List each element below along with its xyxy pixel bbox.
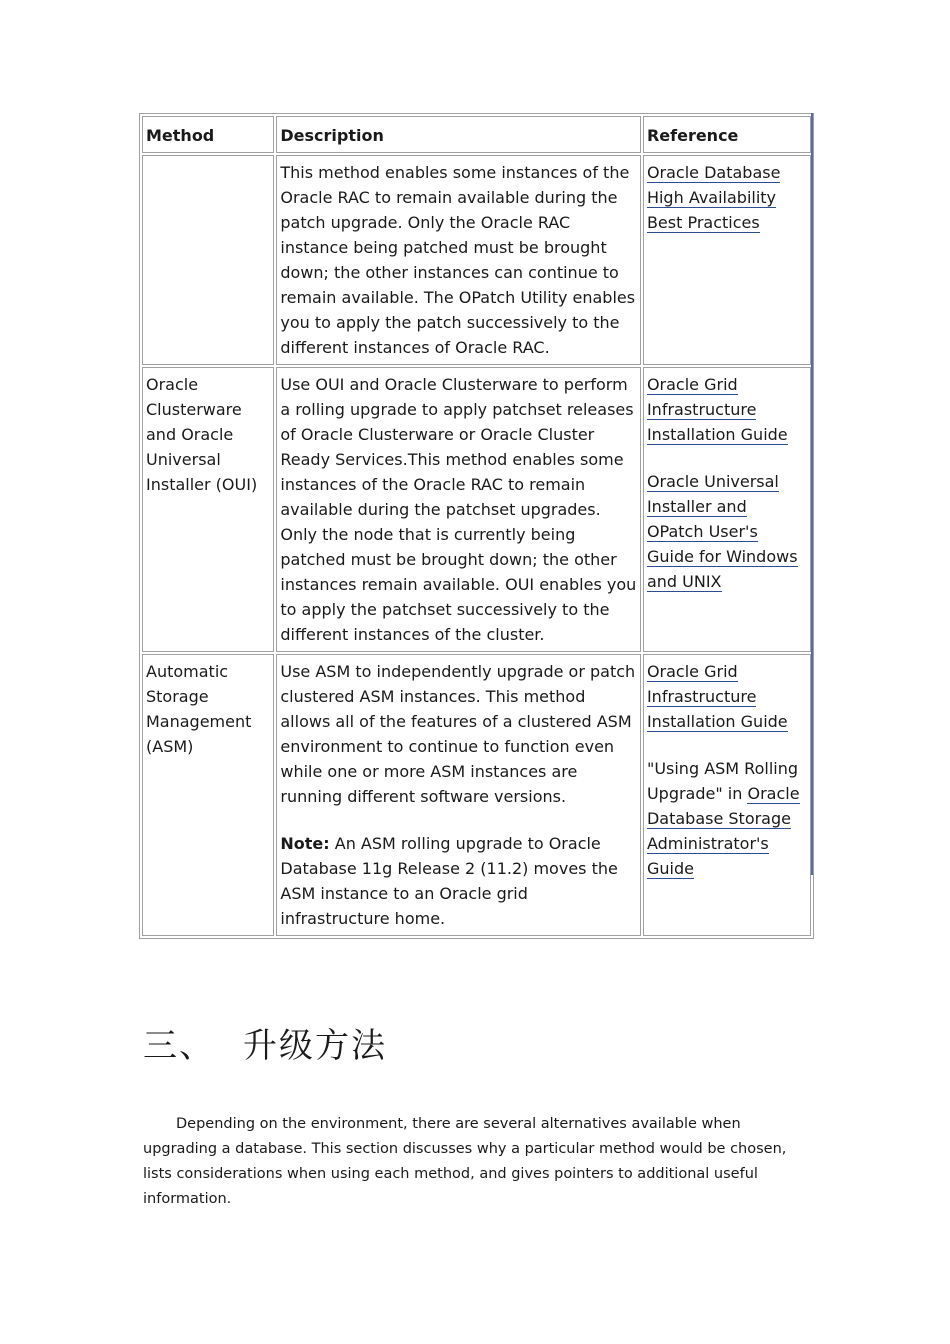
reference-link[interactable]: Oracle Universal Installer and OPatch User's Guide for Windows and UNIX [646,472,798,591]
reference-link[interactable]: Oracle Database Storage Administrator's Guide [646,784,800,878]
description-text: Use OUI and Oracle Clusterware to perform a rolling upgrade to apply patchset releases of Oracle Clusterware or Oracle Cluster Ready Services.This method enables some instances of the Oracle RAC to remain available during the patchset upgrades. Only the node that is currently being patched must be brought down; the other instances remain available. OUI enables you to apply the patchset successively to the different instances of the cluster. [280,375,637,644]
header-method: Method [142,116,274,153]
methods-table-container [139,113,814,939]
description-cell [276,367,641,652]
reference-cell [643,367,811,652]
header-reference: Reference [643,116,811,153]
reference-link[interactable]: Oracle Grid Infrastructure Installation Guide [646,375,788,444]
section-number: 三、 [143,1026,215,1066]
reference-cell [643,654,811,936]
table-header-row [142,116,811,153]
section-heading [143,1018,387,1067]
note-text [280,831,637,931]
table-row [142,654,811,936]
description-cell [276,654,641,936]
upgrade-methods-table [139,113,814,939]
description-text: This method enables some instances of the Oracle RAC to remain available during the patch upgrade. Only the Oracle RAC instance being patched must be brought down; the other instances can continue to remain available. The OPatch Utility enables you to apply the patch successively to the different instances of Oracle RAC. [280,163,636,357]
note-label: Note: [280,834,330,853]
method-cell: Automatic Storage Management (ASM) [142,654,274,936]
reference-link[interactable]: Oracle Grid Infrastructure Installation Guide [646,662,788,731]
method-cell: Oracle Clusterware and Oracle Universal Installer (OUI) [142,367,274,652]
section-title: 升级方法 [243,1026,387,1066]
table-row [142,367,811,652]
note-body: An ASM rolling upgrade to Oracle Database 11g Release 2 (11.2) moves the ASM instance to an Oracle grid infrastructure home. [280,834,618,928]
table-row [142,155,811,365]
table-right-edge [811,113,813,875]
description-cell [276,155,641,365]
method-cell [142,155,274,365]
reference-prefix: "Using ASM Rolling Upgrade" in [646,759,798,803]
header-description: Description [276,116,641,153]
reference-cell [643,155,811,365]
section-paragraph: Depending on the environment, there are several alternatives available when upgrading a database. This section discusses why a particular method would be chosen, lists considerations when using each method, and gives pointers to additional useful information. [143,1116,787,1207]
description-text: Use ASM to independently upgrade or patch clustered ASM instances. This method allows all of the features of a clustered ASM environment to continue to function even while one or more ASM instances are running different software versions. [280,662,636,806]
reference-link[interactable]: Oracle Database High Availability Best Practices [646,163,781,232]
